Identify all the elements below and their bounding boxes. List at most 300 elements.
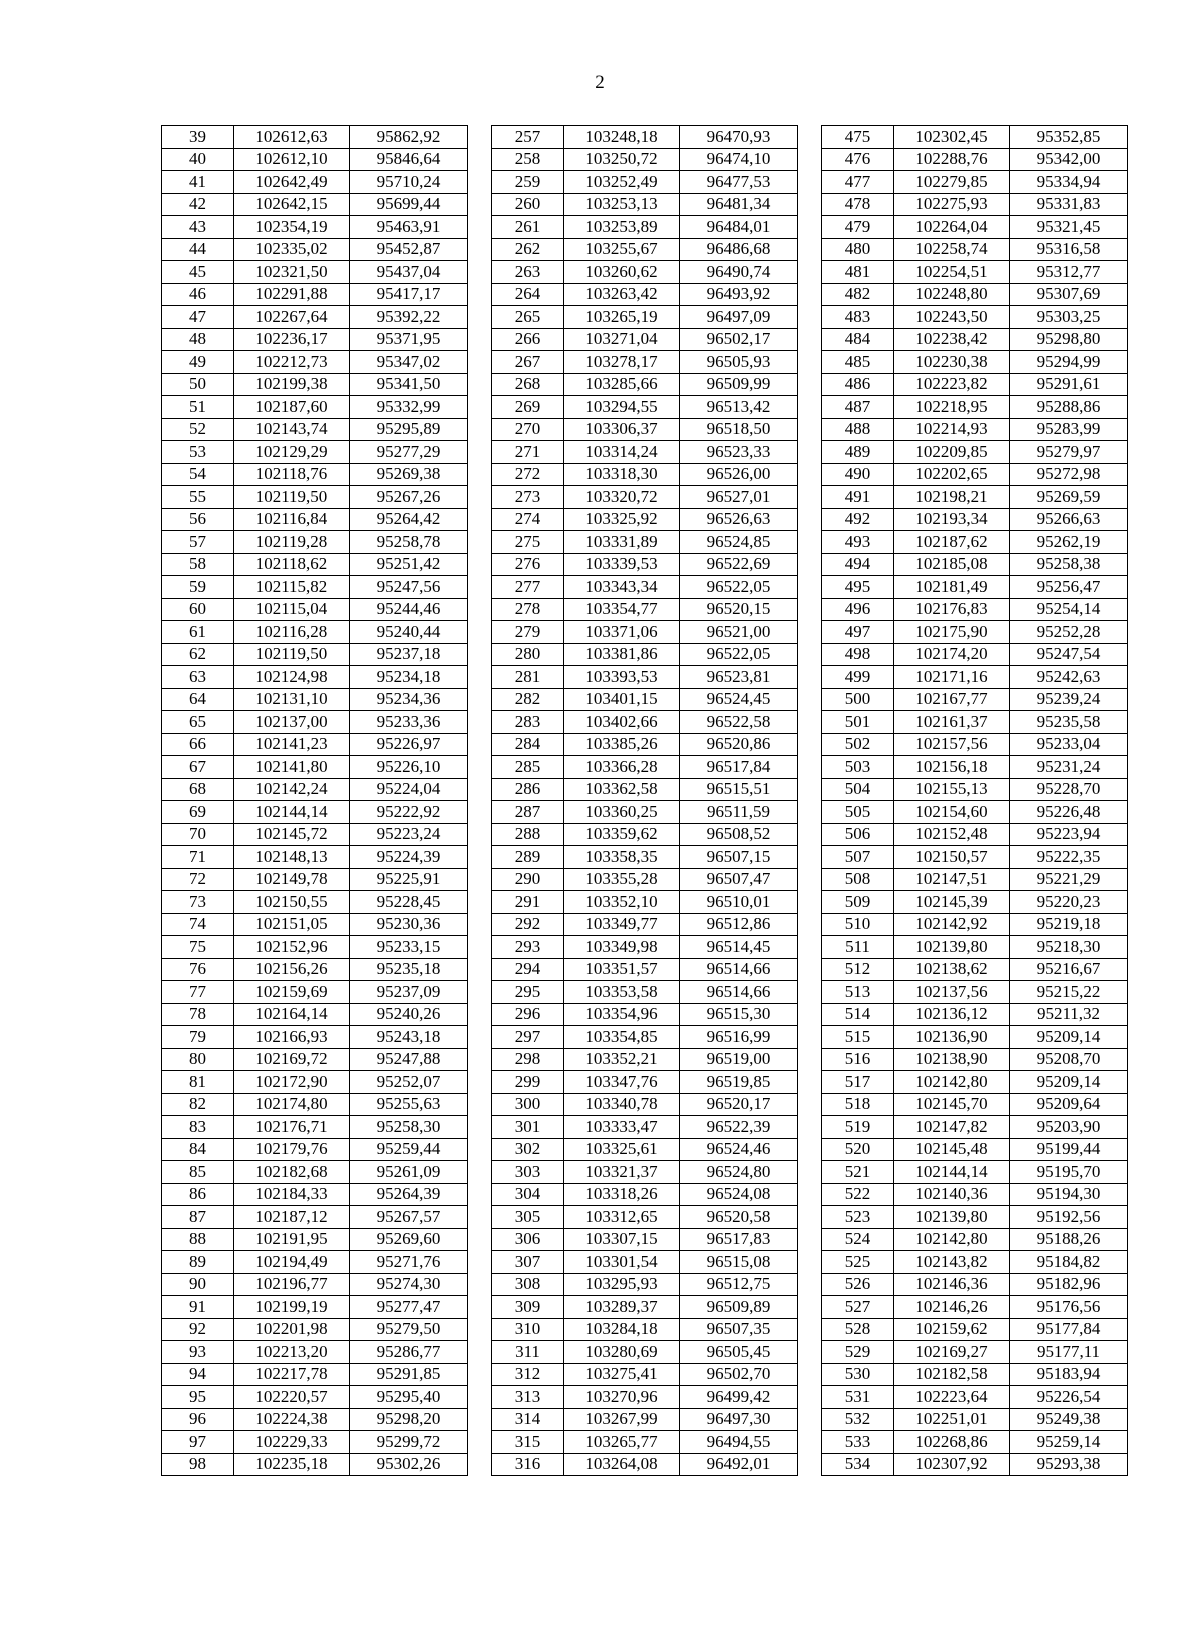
table-row [492, 1341, 798, 1364]
table-row [822, 261, 1128, 284]
y-coordinate-cell: 95295,89 [350, 418, 468, 441]
point-number-cell: 496 [822, 598, 894, 621]
x-coordinate-cell: 103294,55 [564, 396, 680, 419]
table-row [822, 1453, 1128, 1476]
table-row [822, 711, 1128, 734]
y-coordinate-cell: 95228,45 [350, 891, 468, 914]
table-row [162, 1183, 468, 1206]
x-coordinate-cell: 103385,26 [564, 733, 680, 756]
point-number-cell: 69 [162, 801, 234, 824]
x-coordinate-cell: 102118,76 [234, 463, 350, 486]
table-row [822, 1138, 1128, 1161]
point-number-cell: 289 [492, 846, 564, 869]
x-coordinate-cell: 103349,77 [564, 913, 680, 936]
table-row [822, 1048, 1128, 1071]
table-row [492, 936, 798, 959]
point-number-cell: 301 [492, 1116, 564, 1139]
y-coordinate-cell: 95266,63 [1010, 508, 1128, 531]
x-coordinate-cell: 102230,38 [894, 351, 1010, 374]
table-row [162, 1003, 468, 1026]
table-row [822, 1408, 1128, 1431]
table-row [822, 1161, 1128, 1184]
y-coordinate-cell: 95240,26 [350, 1003, 468, 1026]
table-row [492, 666, 798, 689]
table-row [492, 891, 798, 914]
y-coordinate-cell: 95176,56 [1010, 1296, 1128, 1319]
x-coordinate-cell: 103360,25 [564, 801, 680, 824]
table-row [162, 238, 468, 261]
y-coordinate-cell: 96524,85 [680, 531, 798, 554]
y-coordinate-cell: 96507,15 [680, 846, 798, 869]
point-number-cell: 44 [162, 238, 234, 261]
point-number-cell: 524 [822, 1228, 894, 1251]
x-coordinate-cell: 103255,67 [564, 238, 680, 261]
y-coordinate-cell: 95258,78 [350, 531, 468, 554]
point-number-cell: 295 [492, 981, 564, 1004]
table-row [492, 1116, 798, 1139]
y-coordinate-cell: 95224,39 [350, 846, 468, 869]
point-number-cell: 512 [822, 958, 894, 981]
y-coordinate-cell: 96517,84 [680, 756, 798, 779]
table-row [822, 193, 1128, 216]
y-coordinate-cell: 95218,30 [1010, 936, 1128, 959]
table-row [822, 1026, 1128, 1049]
table-row [492, 1093, 798, 1116]
table-row [822, 1363, 1128, 1386]
x-coordinate-cell: 103371,06 [564, 621, 680, 644]
y-coordinate-cell: 95699,44 [350, 193, 468, 216]
x-coordinate-cell: 103314,24 [564, 441, 680, 464]
table-row [822, 1071, 1128, 1094]
y-coordinate-cell: 96522,39 [680, 1116, 798, 1139]
x-coordinate-cell: 103285,66 [564, 373, 680, 396]
point-number-cell: 482 [822, 283, 894, 306]
x-coordinate-cell: 102144,14 [234, 801, 350, 824]
table-row [162, 1386, 468, 1409]
y-coordinate-cell: 95261,09 [350, 1161, 468, 1184]
table-row [822, 351, 1128, 374]
point-number-cell: 485 [822, 351, 894, 374]
y-coordinate-cell: 95352,85 [1010, 126, 1128, 149]
table-row [822, 1431, 1128, 1454]
y-coordinate-cell: 95231,24 [1010, 756, 1128, 779]
y-coordinate-cell: 96516,99 [680, 1026, 798, 1049]
table-row [492, 958, 798, 981]
x-coordinate-cell: 102157,56 [894, 733, 1010, 756]
table-row [162, 711, 468, 734]
coordinates-sheet [161, 125, 1128, 1476]
point-number-cell: 46 [162, 283, 234, 306]
table-row [492, 846, 798, 869]
y-coordinate-cell: 96522,69 [680, 553, 798, 576]
y-coordinate-cell: 95234,36 [350, 688, 468, 711]
point-number-cell: 259 [492, 171, 564, 194]
table-row [492, 981, 798, 1004]
x-coordinate-cell: 102146,36 [894, 1273, 1010, 1296]
point-number-cell: 96 [162, 1408, 234, 1431]
point-number-cell: 270 [492, 418, 564, 441]
table-row [162, 216, 468, 239]
table-row [492, 1206, 798, 1229]
point-number-cell: 275 [492, 531, 564, 554]
y-coordinate-cell: 96522,05 [680, 643, 798, 666]
x-coordinate-cell: 102149,78 [234, 868, 350, 891]
point-number-cell: 306 [492, 1228, 564, 1251]
x-coordinate-cell: 102217,78 [234, 1363, 350, 1386]
y-coordinate-cell: 96494,55 [680, 1431, 798, 1454]
point-number-cell: 89 [162, 1251, 234, 1274]
point-number-cell: 53 [162, 441, 234, 464]
point-number-cell: 257 [492, 126, 564, 149]
point-number-cell: 68 [162, 778, 234, 801]
point-number-cell: 81 [162, 1071, 234, 1094]
table-row [822, 1183, 1128, 1206]
point-number-cell: 491 [822, 486, 894, 509]
table-row [822, 396, 1128, 419]
table-row [492, 373, 798, 396]
table-row [492, 126, 798, 149]
point-number-cell: 63 [162, 666, 234, 689]
table-row [822, 756, 1128, 779]
y-coordinate-cell: 95221,29 [1010, 868, 1128, 891]
table-row [492, 823, 798, 846]
x-coordinate-cell: 103325,92 [564, 508, 680, 531]
point-number-cell: 273 [492, 486, 564, 509]
table-row [492, 1003, 798, 1026]
point-number-cell: 87 [162, 1206, 234, 1229]
x-coordinate-cell: 102248,80 [894, 283, 1010, 306]
x-coordinate-cell: 103354,96 [564, 1003, 680, 1026]
y-coordinate-cell: 96507,47 [680, 868, 798, 891]
x-coordinate-cell: 102201,98 [234, 1318, 350, 1341]
table-row [162, 913, 468, 936]
x-coordinate-cell: 103320,72 [564, 486, 680, 509]
point-number-cell: 503 [822, 756, 894, 779]
y-coordinate-cell: 95235,58 [1010, 711, 1128, 734]
point-number-cell: 79 [162, 1026, 234, 1049]
table-row [492, 1408, 798, 1431]
coordinates-table-1 [161, 125, 468, 1476]
x-coordinate-cell: 103343,34 [564, 576, 680, 599]
point-number-cell: 75 [162, 936, 234, 959]
point-number-cell: 261 [492, 216, 564, 239]
point-number-cell: 61 [162, 621, 234, 644]
x-coordinate-cell: 103267,99 [564, 1408, 680, 1431]
y-coordinate-cell: 95298,80 [1010, 328, 1128, 351]
y-coordinate-cell: 95258,38 [1010, 553, 1128, 576]
table-row [492, 463, 798, 486]
point-number-cell: 45 [162, 261, 234, 284]
point-number-cell: 47 [162, 306, 234, 329]
x-coordinate-cell: 102229,33 [234, 1431, 350, 1454]
x-coordinate-cell: 102139,80 [894, 936, 1010, 959]
point-number-cell: 498 [822, 643, 894, 666]
y-coordinate-cell: 95223,24 [350, 823, 468, 846]
y-coordinate-cell: 96505,93 [680, 351, 798, 374]
table-row [822, 801, 1128, 824]
x-coordinate-cell: 103280,69 [564, 1341, 680, 1364]
table-row [492, 1228, 798, 1251]
point-number-cell: 296 [492, 1003, 564, 1026]
point-number-cell: 493 [822, 531, 894, 554]
point-number-cell: 74 [162, 913, 234, 936]
table-row [162, 328, 468, 351]
table-row [822, 216, 1128, 239]
table-row [162, 1251, 468, 1274]
x-coordinate-cell: 103275,41 [564, 1363, 680, 1386]
x-coordinate-cell: 102212,73 [234, 351, 350, 374]
x-coordinate-cell: 102115,04 [234, 598, 350, 621]
y-coordinate-cell: 95392,22 [350, 306, 468, 329]
x-coordinate-cell: 103353,58 [564, 981, 680, 1004]
y-coordinate-cell: 95188,26 [1010, 1228, 1128, 1251]
page-number: 2 [595, 72, 605, 93]
y-coordinate-cell: 95252,07 [350, 1071, 468, 1094]
y-coordinate-cell: 95295,40 [350, 1386, 468, 1409]
point-number-cell: 54 [162, 463, 234, 486]
x-coordinate-cell: 102335,02 [234, 238, 350, 261]
point-number-cell: 529 [822, 1341, 894, 1364]
y-coordinate-cell: 96515,51 [680, 778, 798, 801]
x-coordinate-cell: 102141,80 [234, 756, 350, 779]
table-row [162, 756, 468, 779]
x-coordinate-cell: 102214,93 [894, 418, 1010, 441]
table-row [492, 441, 798, 464]
y-coordinate-cell: 96523,33 [680, 441, 798, 464]
point-number-cell: 511 [822, 936, 894, 959]
x-coordinate-cell: 102187,62 [894, 531, 1010, 554]
x-coordinate-cell: 103351,57 [564, 958, 680, 981]
y-coordinate-cell: 95264,42 [350, 508, 468, 531]
point-number-cell: 286 [492, 778, 564, 801]
table-row [492, 396, 798, 419]
table-row [162, 148, 468, 171]
x-coordinate-cell: 102138,62 [894, 958, 1010, 981]
y-coordinate-cell: 95271,76 [350, 1251, 468, 1274]
y-coordinate-cell: 95259,14 [1010, 1431, 1128, 1454]
y-coordinate-cell: 96520,86 [680, 733, 798, 756]
table-row [162, 553, 468, 576]
table-row [492, 1048, 798, 1071]
x-coordinate-cell: 102143,74 [234, 418, 350, 441]
table-row [162, 418, 468, 441]
table-row [162, 1228, 468, 1251]
x-coordinate-cell: 102142,92 [894, 913, 1010, 936]
point-number-cell: 494 [822, 553, 894, 576]
table-row [162, 193, 468, 216]
table-row [492, 351, 798, 374]
point-number-cell: 40 [162, 148, 234, 171]
table-row [162, 1093, 468, 1116]
y-coordinate-cell: 95417,17 [350, 283, 468, 306]
y-coordinate-cell: 95224,04 [350, 778, 468, 801]
point-number-cell: 475 [822, 126, 894, 149]
table-row [162, 1048, 468, 1071]
y-coordinate-cell: 96524,45 [680, 688, 798, 711]
table-row [822, 778, 1128, 801]
point-number-cell: 274 [492, 508, 564, 531]
point-number-cell: 85 [162, 1161, 234, 1184]
x-coordinate-cell: 102224,38 [234, 1408, 350, 1431]
y-coordinate-cell: 96524,08 [680, 1183, 798, 1206]
x-coordinate-cell: 102131,10 [234, 688, 350, 711]
y-coordinate-cell: 95249,38 [1010, 1408, 1128, 1431]
y-coordinate-cell: 96493,92 [680, 283, 798, 306]
table-row [162, 283, 468, 306]
y-coordinate-cell: 95220,23 [1010, 891, 1128, 914]
point-number-cell: 483 [822, 306, 894, 329]
x-coordinate-cell: 102169,27 [894, 1341, 1010, 1364]
y-coordinate-cell: 95258,30 [350, 1116, 468, 1139]
y-coordinate-cell: 95242,63 [1010, 666, 1128, 689]
point-number-cell: 278 [492, 598, 564, 621]
point-number-cell: 281 [492, 666, 564, 689]
point-number-cell: 290 [492, 868, 564, 891]
table-row [822, 981, 1128, 1004]
point-number-cell: 73 [162, 891, 234, 914]
y-coordinate-cell: 95347,02 [350, 351, 468, 374]
table-row [492, 328, 798, 351]
point-number-cell: 93 [162, 1341, 234, 1364]
point-number-cell: 532 [822, 1408, 894, 1431]
x-coordinate-cell: 102267,64 [234, 306, 350, 329]
x-coordinate-cell: 102251,01 [894, 1408, 1010, 1431]
table-row [822, 373, 1128, 396]
table-row [162, 306, 468, 329]
point-number-cell: 520 [822, 1138, 894, 1161]
x-coordinate-cell: 102307,92 [894, 1453, 1010, 1476]
point-number-cell: 531 [822, 1386, 894, 1409]
point-number-cell: 78 [162, 1003, 234, 1026]
y-coordinate-cell: 95182,96 [1010, 1273, 1128, 1296]
x-coordinate-cell: 103307,15 [564, 1228, 680, 1251]
y-coordinate-cell: 95211,32 [1010, 1003, 1128, 1026]
x-coordinate-cell: 102154,60 [894, 801, 1010, 824]
table-row [162, 958, 468, 981]
y-coordinate-cell: 95234,18 [350, 666, 468, 689]
y-coordinate-cell: 96515,08 [680, 1251, 798, 1274]
point-number-cell: 41 [162, 171, 234, 194]
y-coordinate-cell: 95279,97 [1010, 441, 1128, 464]
table-row [162, 643, 468, 666]
y-coordinate-cell: 95316,58 [1010, 238, 1128, 261]
point-number-cell: 308 [492, 1273, 564, 1296]
x-coordinate-cell: 103402,66 [564, 711, 680, 734]
y-coordinate-cell: 96502,17 [680, 328, 798, 351]
point-number-cell: 495 [822, 576, 894, 599]
x-coordinate-cell: 102142,80 [894, 1071, 1010, 1094]
y-coordinate-cell: 95341,50 [350, 373, 468, 396]
x-coordinate-cell: 102172,90 [234, 1071, 350, 1094]
y-coordinate-cell: 95184,82 [1010, 1251, 1128, 1274]
point-number-cell: 291 [492, 891, 564, 914]
y-coordinate-cell: 95233,36 [350, 711, 468, 734]
y-coordinate-cell: 95254,14 [1010, 598, 1128, 621]
x-coordinate-cell: 103339,53 [564, 553, 680, 576]
coordinates-table-3 [821, 125, 1128, 1476]
point-number-cell: 284 [492, 733, 564, 756]
y-coordinate-cell: 95294,99 [1010, 351, 1128, 374]
x-coordinate-cell: 103265,77 [564, 1431, 680, 1454]
y-coordinate-cell: 96512,86 [680, 913, 798, 936]
x-coordinate-cell: 102275,93 [894, 193, 1010, 216]
y-coordinate-cell: 95293,38 [1010, 1453, 1128, 1476]
table-row [162, 463, 468, 486]
x-coordinate-cell: 102167,77 [894, 688, 1010, 711]
table-row [162, 981, 468, 1004]
x-coordinate-cell: 103333,47 [564, 1116, 680, 1139]
table-row [162, 1206, 468, 1229]
table-row [822, 576, 1128, 599]
point-number-cell: 313 [492, 1386, 564, 1409]
point-number-cell: 52 [162, 418, 234, 441]
table-row [492, 778, 798, 801]
point-number-cell: 534 [822, 1453, 894, 1476]
x-coordinate-cell: 103347,76 [564, 1071, 680, 1094]
x-coordinate-cell: 102139,80 [894, 1206, 1010, 1229]
table-row [492, 1138, 798, 1161]
y-coordinate-cell: 95269,59 [1010, 486, 1128, 509]
table-row [492, 1296, 798, 1319]
table-row [822, 733, 1128, 756]
point-number-cell: 66 [162, 733, 234, 756]
point-number-cell: 285 [492, 756, 564, 779]
point-number-cell: 305 [492, 1206, 564, 1229]
table-row [162, 801, 468, 824]
y-coordinate-cell: 95203,90 [1010, 1116, 1128, 1139]
point-number-cell: 86 [162, 1183, 234, 1206]
y-coordinate-cell: 95219,18 [1010, 913, 1128, 936]
y-coordinate-cell: 96514,66 [680, 958, 798, 981]
x-coordinate-cell: 102161,37 [894, 711, 1010, 734]
table-row [822, 553, 1128, 576]
table-row [492, 576, 798, 599]
y-coordinate-cell: 95239,24 [1010, 688, 1128, 711]
point-number-cell: 502 [822, 733, 894, 756]
point-number-cell: 88 [162, 1228, 234, 1251]
table-row [822, 823, 1128, 846]
x-coordinate-cell: 102243,50 [894, 306, 1010, 329]
y-coordinate-cell: 96519,85 [680, 1071, 798, 1094]
table-row [822, 463, 1128, 486]
y-coordinate-cell: 95288,86 [1010, 396, 1128, 419]
table-row [492, 1026, 798, 1049]
table-row [822, 598, 1128, 621]
point-number-cell: 280 [492, 643, 564, 666]
y-coordinate-cell: 95226,97 [350, 733, 468, 756]
point-number-cell: 266 [492, 328, 564, 351]
table-row [162, 1296, 468, 1319]
point-number-cell: 513 [822, 981, 894, 1004]
y-coordinate-cell: 95209,14 [1010, 1071, 1128, 1094]
point-number-cell: 294 [492, 958, 564, 981]
table-row [492, 711, 798, 734]
point-number-cell: 476 [822, 148, 894, 171]
x-coordinate-cell: 103401,15 [564, 688, 680, 711]
y-coordinate-cell: 96510,01 [680, 891, 798, 914]
y-coordinate-cell: 96521,00 [680, 621, 798, 644]
y-coordinate-cell: 96474,10 [680, 148, 798, 171]
table-row [162, 1026, 468, 1049]
y-coordinate-cell: 95237,09 [350, 981, 468, 1004]
x-coordinate-cell: 102150,55 [234, 891, 350, 914]
point-number-cell: 77 [162, 981, 234, 1004]
table-row [822, 621, 1128, 644]
x-coordinate-cell: 102176,71 [234, 1116, 350, 1139]
point-number-cell: 292 [492, 913, 564, 936]
x-coordinate-cell: 103354,77 [564, 598, 680, 621]
y-coordinate-cell: 95222,92 [350, 801, 468, 824]
